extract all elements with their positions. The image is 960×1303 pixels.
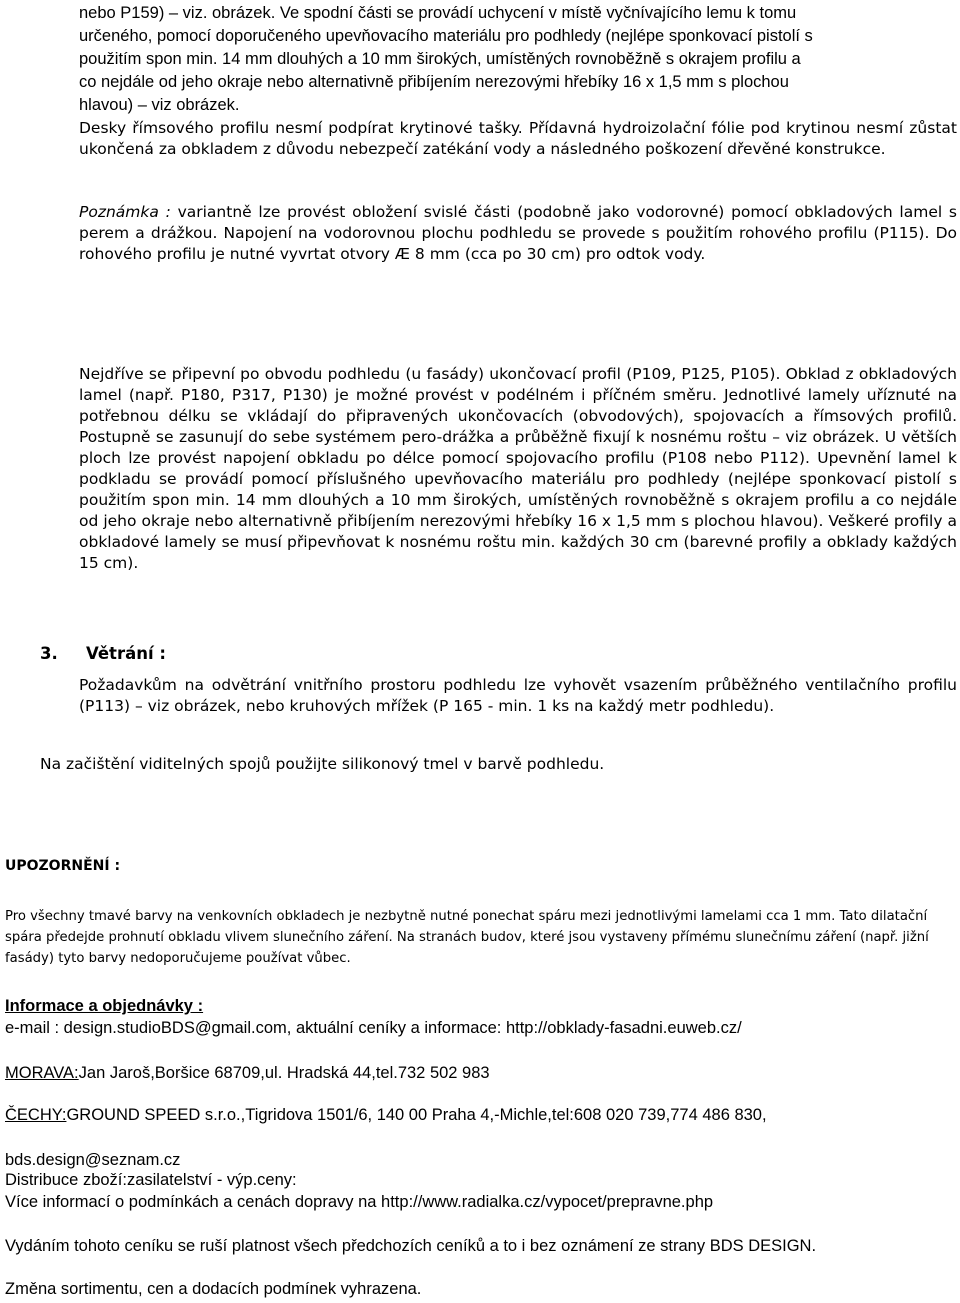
intro-line: hlavou) – viz obrázek. [79,96,240,114]
roof-profile-paragraph: Desky římsového profilu nesmí podpírat krytinové tašky. Přídavná hydroizolační fólie pod krytinou nesmí zůstat ukončená za obkladem z důvodu nebezpečí zatékání vody a následného poškození dřevěné konstrukce. [79,119,957,158]
more-info-line: Více informací o podmínkách a cenách dopravy na http://www.radialka.cz/vypocet/prepravne.php [5,1193,714,1211]
morava-text: Jan Jaroš,Boršice 68709,ul. Hradská 44,tel.732 502 983 [78,1064,490,1082]
morava-line [5,1064,490,1083]
contact-title-text: Informace a objednávky : [5,997,204,1015]
cechy-text: GROUND SPEED s.r.o.,Tigridova 1501/6, 140 00 Praha 4,-Michle,tel:608 020 739,774 486 830, [66,1106,767,1124]
email-line: e-mail : design.studioBDS@gmail.com, aktuální ceníky a informace: http://obklady-fasadni.euweb.cz/ [5,1019,742,1037]
cechy-label: ČECHY: [5,1106,67,1124]
morava-label: MORAVA: [5,1064,79,1082]
contact-title [5,997,793,1016]
warning-text: Pro všechny tmavé barvy na venkovních obkladech je nezbytně nutné ponechat spáru mezi jednotlivými lamelami cca 1 mm. Tato dilatační spára předejde prohnutí obkladu vlivem slunečního záření. Na stranách budov, které jsou vystaveny přímému slunečnímu záření (např. jižní fasády) tyto barvy nedoporučujeme používat vůbec. [5,909,929,966]
ventilation-paragraph: Požadavkům na odvětrání vnitřního prostoru podhledu lze vyhovět vsazením průběžného ventilačního profilu (P113) – viz obrázek, nebo kruhových mřížek (P 165 - min. 1 ks na každý metr podhledu). [79,676,957,715]
distribution-line: Distribuce zboží:zasilatelství - výp.ceny: [5,1171,297,1189]
intro-line: určeného, pomocí doporučeného upevňovacího materiálu pro podhledy (nejlépe sponkovací pistolí s [79,27,813,45]
note-paragraph [79,202,957,265]
intro-line: co nejdále od jeho okraje nebo alternativně přibíjením nerezovými hřebíky 16 x 1,5 mm s plochou [79,73,789,91]
validity-line: Vydáním tohoto ceníku se ruší platnost všech předchozích ceníků a to i bez oznámení ze strany BDS DESIGN. [5,1237,817,1255]
silicone-note: Na začištění viditelných spojů použijte silikonový tmel v barvě podhledu. [40,755,605,773]
change-line: Změna sortimentu, cen a dodacích podmínek vyhrazena. [5,1280,422,1298]
section-title: Větrání : [86,644,166,663]
cechy-line [5,1106,767,1125]
warning-title: UPOZORNĚNÍ : [5,858,121,874]
note-label: Poznámka : [79,203,171,221]
intro-line: použitím spon min. 14 mm dlouhých a 10 mm širokých, umístěných rovnoběžně s okrajem profilu a [79,50,801,68]
intro-line: nebo P159) – viz. obrázek. Ve spodní části se provádí uchycení v místě vyčnívajícího lemu k tomu [79,4,797,22]
section-number: 3. [40,644,58,663]
intro-paragraph [79,2,813,117]
note-text: variantně lze provést obložení svislé části (podobně jako vodorovné) pomocí obkladových lamel s perem a drážkou. Napojení na vodorovnou plochu podhledu se provede s použitím rohového profilu (P115). Do rohového profilu je nutné vyvrtat otvory Æ 8 mm (cca po 30 cm) pro odtok vody. [79,203,957,263]
installation-paragraph: Nejdříve se připevní po obvodu podhledu (u fasády) ukončovací profil (P109, P125, P105). Obklad z obkladových lamel (např. P180, P317, P130) je možné provést v podélném i příčném směru. Jednotlivé lamely uříznuté na potřebnou délku se vkládají do připravených ukončovacích (obvodových), spojovacích a římsových profilů. Postupně se zasunují do sebe systémem pero-drážka a průběžně fixují k nosnému roštu – viz obrázek. U větších ploch lze provést napojení obkladu po délce pomocí spojovacího profilu (P108 nebo P112). Upevnění lamel k podkladu se provádí pomocí příslušného upevňovacího materiálu pro podhledy (nejlépe sponkovací pistolí s použitím spon min. 14 mm dlouhých a 10 mm širokých, umístěných rovnoběžně s okrajem profilu a co nejdále od jeho okraje nebo alternativně přibíjením nerezovými hřebíky 16 x 1,5 mm s plochou hlavou). Veškeré profily a obkladové lamely se musí připevňovat k nosnému roštu min. každých 30 cm (barevné profily a obklady každých 15 cm). [79,365,957,572]
email-2-line: bds.design@seznam.cz [5,1151,181,1169]
